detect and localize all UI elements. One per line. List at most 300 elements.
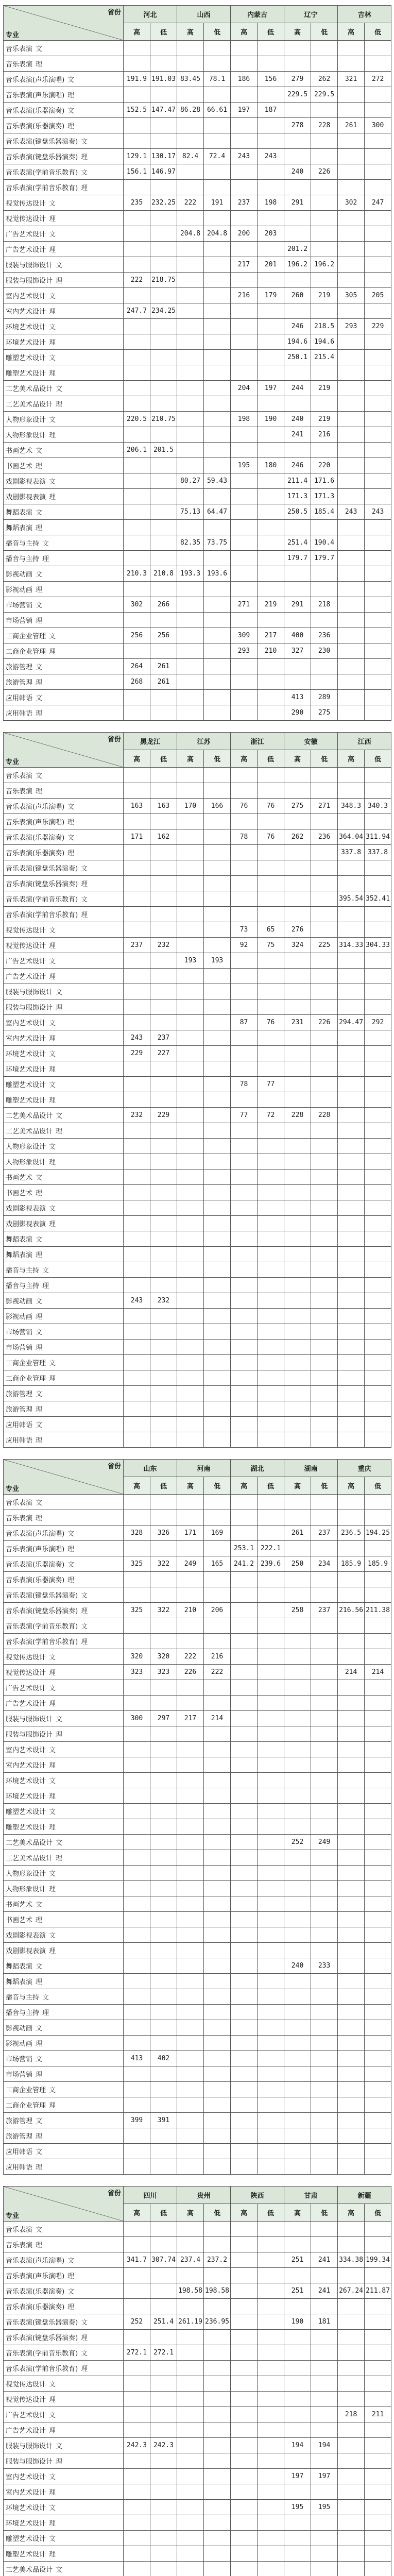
low-score-cell [311, 1742, 338, 1757]
high-score-cell: 129.1 [124, 149, 150, 164]
low-score-cell: 75 [258, 938, 284, 953]
high-score-cell [338, 582, 365, 597]
high-score-cell: 235 [124, 195, 150, 211]
low-score-cell [204, 613, 231, 628]
low-score-cell [258, 1046, 284, 1061]
low-score-cell: 166 [204, 799, 231, 814]
high-score-cell [124, 969, 150, 984]
major-stream: 理 [32, 1515, 42, 1522]
low-score-cell [311, 2036, 338, 2051]
low-score-cell [258, 1618, 284, 1634]
table-row [4, 1603, 391, 1618]
major-cell [4, 1526, 124, 1541]
low-score-cell [365, 520, 391, 535]
low-score-cell [258, 1881, 284, 1896]
high-score-cell [177, 242, 204, 257]
low-score-cell [365, 2051, 391, 2066]
high-score-cell [284, 1618, 311, 1634]
table-row [4, 103, 391, 118]
high-score-cell [231, 1603, 258, 1618]
high-score-cell: 395.54 [338, 891, 365, 907]
low-score-cell [258, 613, 284, 628]
low-score-cell: 289 [311, 690, 338, 705]
low-score-cell [204, 164, 231, 180]
high-score-cell [177, 1185, 204, 1200]
high-score-cell [124, 783, 150, 799]
low-score-cell [150, 2407, 177, 2422]
high-score-cell [338, 1618, 365, 1634]
major-name: 音乐表演(乐器演奏) [6, 834, 64, 842]
major-stream: 理 [39, 1282, 49, 1290]
high-score-cell: 244 [284, 381, 311, 396]
table-row [4, 551, 391, 566]
low-score-cell [311, 396, 338, 412]
major-name: 书画艺术 [6, 1174, 32, 1182]
low-score-cell [365, 2546, 391, 2562]
high-score-cell [284, 2159, 311, 2175]
high-score-cell [231, 705, 258, 721]
major-cell [4, 2144, 124, 2159]
high-score-cell [177, 427, 204, 443]
low-score-cell: 78.1 [204, 72, 231, 87]
low-score-cell [311, 2159, 338, 2175]
high-score-cell [124, 1680, 150, 1696]
low-score-cell [311, 2113, 338, 2128]
high-score-cell [284, 103, 311, 118]
major-name: 人物形象设计 [6, 1143, 46, 1151]
table-row [4, 2252, 391, 2268]
high-score-cell [124, 2484, 150, 2500]
major-name: 工商企业管理 [6, 2087, 46, 2094]
high-score-cell [177, 2345, 204, 2361]
low-score-cell [311, 2392, 338, 2407]
low-score-cell: 229.5 [311, 87, 338, 103]
high-score-cell [231, 2036, 258, 2051]
low-score-cell [258, 999, 284, 1015]
table-row [4, 566, 391, 582]
low-score-cell [365, 535, 391, 551]
high-score-cell [124, 2546, 150, 2562]
high-score-cell [231, 1866, 258, 1881]
low-score-cell [258, 1649, 284, 1665]
low-score-cell [258, 2500, 284, 2515]
major-cell [4, 860, 124, 876]
high-score-cell [284, 211, 311, 226]
low-score-cell [258, 2438, 284, 2453]
high-score-cell [124, 2453, 150, 2469]
low-score-cell [365, 381, 391, 396]
low-score-cell [258, 2159, 284, 2175]
major-cell [4, 396, 124, 412]
low-score-cell [204, 443, 231, 458]
high-score-cell [231, 473, 258, 489]
high-score-cell: 250.5 [284, 504, 311, 520]
high-score-cell [284, 1495, 311, 1510]
major-stream: 理 [64, 1577, 74, 1584]
low-score-cell [150, 1247, 177, 1262]
low-score-cell [150, 1309, 177, 1324]
high-score-cell [124, 690, 150, 705]
high-score-cell [338, 458, 365, 473]
major-stream: 文 [32, 2117, 42, 2125]
low-score-cell: 242.3 [150, 2438, 177, 2453]
table-row [4, 2531, 391, 2546]
major-stream: 理 [64, 2273, 74, 2280]
major-stream: 理 [46, 1886, 56, 1893]
table-row [4, 2392, 391, 2407]
low-score-cell [365, 1541, 391, 1556]
high-score-cell [231, 2144, 258, 2159]
high-score-cell [177, 2469, 204, 2484]
high-score-cell [284, 999, 311, 1015]
high-score-cell [231, 1370, 258, 1386]
high-score-cell [284, 1030, 311, 1046]
low-score-cell [311, 195, 338, 211]
major-name: 应用韩语 [6, 2164, 32, 2172]
high-score-cell [124, 520, 150, 535]
major-stream: 文 [46, 2087, 56, 2094]
high-score-cell [231, 2222, 258, 2237]
high-score-cell [284, 1401, 311, 1417]
low-score-cell [311, 103, 338, 118]
high-score-cell: 243 [124, 1030, 150, 1046]
high-score-cell [177, 2376, 204, 2392]
high-score-cell: 302 [338, 195, 365, 211]
major-name: 应用韩语 [6, 2148, 32, 2156]
province-header: 浙江 [231, 733, 284, 750]
low-score-cell [204, 1495, 231, 1510]
major-cell [4, 2097, 124, 2113]
low-score-cell [311, 1340, 338, 1355]
major-name: 工艺美术品设计 [6, 401, 53, 409]
major-cell [4, 520, 124, 535]
table-row [4, 2299, 391, 2314]
major-name: 市场营销 [6, 2056, 32, 2063]
table-row [4, 1634, 391, 1649]
low-score-cell [311, 1293, 338, 1309]
table-row [4, 1943, 391, 1958]
high-score-cell [177, 288, 204, 303]
high-score-cell: 314.33 [338, 938, 365, 953]
high-score-cell [231, 2376, 258, 2392]
low-score-cell [204, 2159, 231, 2175]
low-score-cell [150, 1773, 177, 1788]
table-row [4, 2237, 391, 2252]
high-score-cell [177, 2005, 204, 2020]
low-score-cell [204, 2128, 231, 2144]
high-score-cell [284, 1989, 311, 2005]
major-cell [4, 1634, 124, 1649]
high-score-cell: 251.4 [284, 535, 311, 551]
high-score-cell [177, 891, 204, 907]
low-score-cell [204, 1355, 231, 1370]
high-score-cell [124, 860, 150, 876]
high-score-cell [177, 999, 204, 1015]
major-stream: 文 [78, 1623, 88, 1631]
low-score-cell: 205 [365, 288, 391, 303]
high-score-cell: 152.5 [124, 103, 150, 118]
high-score-cell [284, 1309, 311, 1324]
high-score-cell [338, 2345, 365, 2361]
major-name: 旅游管理 [6, 1406, 32, 1414]
high-score-cell [338, 2082, 365, 2097]
high-score-cell [231, 319, 258, 334]
high-score-cell [284, 1061, 311, 1077]
high-score-cell [231, 1634, 258, 1649]
major-cell [4, 1170, 124, 1185]
high-score-cell [177, 1850, 204, 1866]
major-name: 舞蹈表演 [6, 1963, 32, 1971]
major-name: 环境艺术设计 [6, 1050, 46, 1058]
high-score-cell [177, 56, 204, 72]
low-score-cell [258, 1061, 284, 1077]
high-score-cell [231, 1061, 258, 1077]
major-name: 音乐表演(乐器演奏) [6, 2288, 64, 2296]
low-score-cell [204, 1030, 231, 1046]
major-name: 音乐表演(键盘乐器演奏) [6, 154, 78, 161]
major-name: 工艺美术品设计 [6, 2566, 53, 2574]
high-score-cell [124, 1077, 150, 1092]
low-score-cell: 323 [150, 1665, 177, 1680]
major-name: 广告艺术设计 [6, 958, 46, 965]
low-score-cell [204, 133, 231, 149]
high-score-cell [177, 1881, 204, 1896]
low-score-cell [365, 1866, 391, 1881]
major-cell [4, 1943, 124, 1958]
low-score-cell [258, 1974, 284, 1989]
low-score-cell [365, 2531, 391, 2546]
high-score-cell: 294.47 [338, 1015, 365, 1030]
major-cell [4, 2345, 124, 2361]
high-score-cell [231, 1618, 258, 1634]
low-score-cell [258, 1092, 284, 1108]
major-cell [4, 1495, 124, 1510]
high-score-cell [124, 984, 150, 999]
header-province-label: 省份 [108, 7, 121, 16]
major-stream: 理 [46, 2520, 56, 2528]
high-score-cell [124, 1092, 150, 1108]
major-cell [4, 876, 124, 891]
major-cell [4, 984, 124, 999]
high-score-cell: 186 [231, 72, 258, 87]
low-score-header: 低 [204, 23, 231, 41]
high-score-cell [124, 1850, 150, 1866]
high-score-cell: 243 [231, 149, 258, 164]
high-score-cell [177, 1618, 204, 1634]
high-score-cell [124, 2005, 150, 2020]
high-score-cell [177, 1866, 204, 1881]
low-score-cell [365, 2268, 391, 2283]
high-score-cell [284, 2144, 311, 2159]
low-score-cell: 225 [311, 938, 338, 953]
high-score-cell [177, 1541, 204, 1556]
low-score-cell [150, 1726, 177, 1742]
high-score-header: 高 [124, 1477, 150, 1495]
high-score-cell [338, 41, 365, 56]
high-score-cell [124, 1958, 150, 1974]
low-score-cell [365, 1432, 391, 1448]
low-score-cell [311, 1309, 338, 1324]
province-header: 河南 [177, 1460, 231, 1477]
high-score-cell [338, 56, 365, 72]
low-score-cell [150, 582, 177, 597]
major-name: 旅游管理 [6, 2117, 32, 2125]
low-score-cell: 241 [311, 2283, 338, 2299]
low-score-cell: 236 [311, 628, 338, 643]
high-score-cell: 197 [284, 2469, 311, 2484]
low-score-cell [311, 133, 338, 149]
low-score-cell [258, 1231, 284, 1247]
low-score-cell [204, 1989, 231, 2005]
major-cell [4, 1417, 124, 1432]
high-score-cell [338, 1417, 365, 1432]
low-score-cell [311, 1355, 338, 1370]
low-score-cell [150, 1324, 177, 1340]
major-name: 应用韩语 [6, 1437, 32, 1445]
table-row [4, 319, 391, 334]
low-score-cell [258, 443, 284, 458]
low-score-cell [204, 1386, 231, 1401]
high-score-cell: 275 [284, 799, 311, 814]
high-score-cell [338, 2051, 365, 2066]
high-score-cell [338, 2237, 365, 2252]
low-score-cell: 191 [204, 195, 231, 211]
low-score-header: 低 [150, 1477, 177, 1495]
low-score-cell [365, 226, 391, 242]
low-score-cell [311, 1881, 338, 1896]
high-score-cell [177, 2144, 204, 2159]
low-score-cell: 72.4 [204, 149, 231, 164]
major-name: 音乐表演(学前音乐教育) [6, 2365, 78, 2373]
major-name: 服装与服饰设计 [6, 2458, 53, 2466]
high-score-cell [284, 1773, 311, 1788]
high-score-cell [338, 2113, 365, 2128]
major-cell [4, 1696, 124, 1711]
high-score-cell [177, 690, 204, 705]
low-score-cell [365, 969, 391, 984]
low-score-cell [365, 1216, 391, 1231]
high-score-cell: 179.7 [284, 551, 311, 566]
low-score-cell [204, 2438, 231, 2453]
major-stream: 理 [46, 1035, 56, 1043]
major-stream: 文 [32, 1391, 42, 1398]
table-row [4, 1726, 391, 1742]
high-score-cell [338, 2020, 365, 2036]
low-score-cell [150, 1185, 177, 1200]
high-score-cell [284, 1092, 311, 1108]
low-score-cell [365, 1324, 391, 1340]
low-score-cell [150, 1618, 177, 1634]
high-score-cell [338, 2562, 365, 2576]
low-score-cell: 214 [365, 1665, 391, 1680]
major-name: 音乐表演(乐器演奏) [6, 2303, 64, 2311]
high-score-cell: 229.5 [284, 87, 311, 103]
low-score-cell [150, 969, 177, 984]
low-score-cell: 76 [258, 799, 284, 814]
low-score-cell [150, 1510, 177, 1526]
high-score-cell [284, 659, 311, 674]
high-score-cell: 251 [284, 2283, 311, 2299]
high-score-cell [177, 1139, 204, 1154]
high-score-cell [338, 860, 365, 876]
high-score-cell [284, 2128, 311, 2144]
low-score-cell [150, 350, 177, 365]
table-row [4, 118, 391, 133]
low-score-cell [204, 2407, 231, 2422]
major-name: 室内艺术设计 [6, 1020, 46, 1027]
high-score-cell [231, 2407, 258, 2422]
low-score-cell [150, 1432, 177, 1448]
low-score-cell [204, 582, 231, 597]
high-score-cell: 210 [177, 1603, 204, 1618]
low-score-cell [365, 2113, 391, 2128]
high-score-cell [231, 2562, 258, 2576]
low-score-cell [365, 2299, 391, 2314]
low-score-cell [258, 504, 284, 520]
low-score-cell [204, 2066, 231, 2082]
high-score-cell [338, 1587, 365, 1603]
low-score-cell [204, 1061, 231, 1077]
table-row [4, 1247, 391, 1262]
major-stream: 文 [46, 231, 56, 239]
high-score-cell [338, 1262, 365, 1278]
table-row [4, 1340, 391, 1355]
low-score-cell [365, 613, 391, 628]
low-score-cell: 191.03 [150, 72, 177, 87]
low-score-cell [150, 87, 177, 103]
major-cell [4, 1092, 124, 1108]
low-score-cell [258, 1278, 284, 1293]
low-score-cell: 190 [258, 412, 284, 427]
major-name: 市场营销 [6, 1344, 32, 1352]
high-score-cell [284, 1881, 311, 1896]
high-score-cell [338, 643, 365, 659]
low-score-cell [311, 1077, 338, 1092]
low-score-cell [365, 2562, 391, 2576]
table-row [4, 1711, 391, 1726]
major-cell [4, 1200, 124, 1216]
low-score-cell: 194 [311, 2438, 338, 2453]
low-score-cell [204, 1077, 231, 1092]
high-score-cell [231, 2453, 258, 2469]
table-row [4, 1649, 391, 1665]
major-stream: 理 [78, 154, 88, 161]
high-score-cell [177, 1680, 204, 1696]
high-score-cell [338, 2438, 365, 2453]
high-score-cell [177, 257, 204, 273]
low-score-cell: 65 [258, 922, 284, 938]
high-score-cell [284, 1850, 311, 1866]
table-row [4, 1510, 391, 1526]
low-score-cell: 241 [311, 2252, 338, 2268]
low-score-cell [258, 1634, 284, 1649]
high-score-cell [284, 1216, 311, 1231]
major-cell [4, 2283, 124, 2299]
low-score-cell [365, 2005, 391, 2020]
major-stream: 文 [46, 1870, 56, 1878]
high-score-cell [231, 953, 258, 969]
high-score-cell [284, 2484, 311, 2500]
high-score-cell [284, 365, 311, 381]
high-score-cell [177, 783, 204, 799]
low-score-cell: 219 [311, 381, 338, 396]
low-score-cell [204, 1309, 231, 1324]
low-score-cell: 211.38 [365, 1603, 391, 1618]
high-score-cell [284, 2345, 311, 2361]
major-stream: 理 [64, 123, 74, 130]
low-score-cell: 180 [258, 458, 284, 473]
major-name: 室内艺术设计 [6, 2473, 46, 2481]
